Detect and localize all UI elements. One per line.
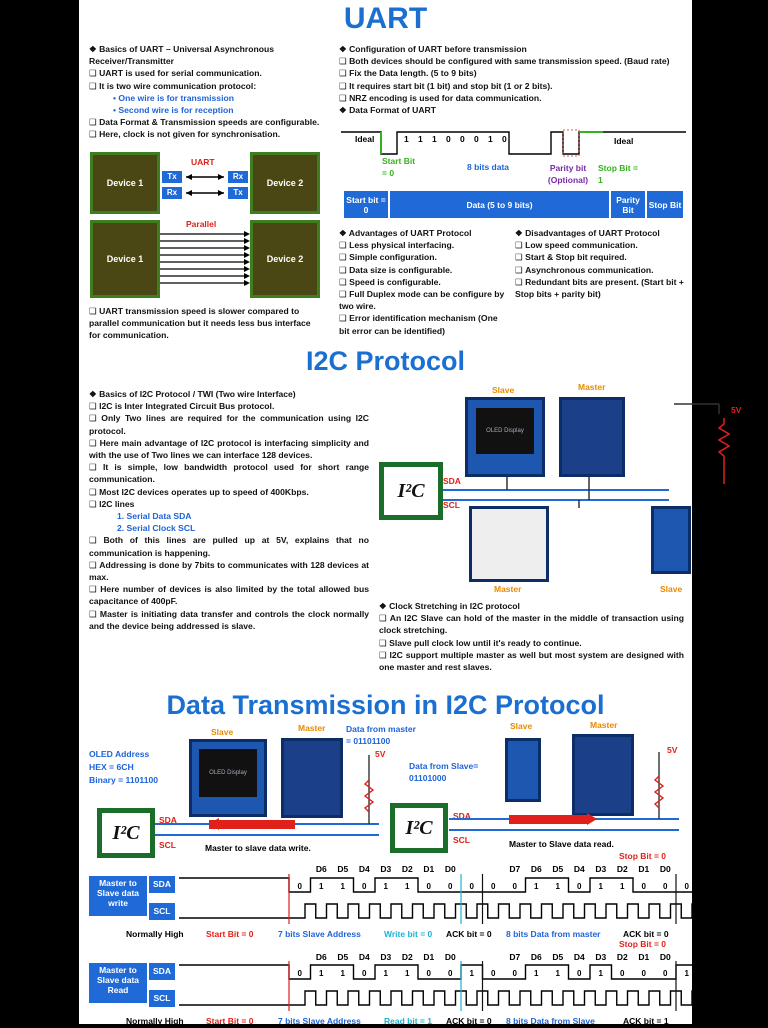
- uart-title: UART: [343, 2, 428, 35]
- i2c-point: ❑ Most I2C devices operates up to speed of 400Kbps.: [89, 486, 369, 498]
- addr-bit-header: D3: [380, 952, 392, 962]
- addr-bit-header: D1: [423, 952, 435, 962]
- frame-stop: Stop Bit: [647, 191, 683, 218]
- dt-title: Data Transmission in I2C Protocol: [166, 690, 605, 720]
- legend-data-slave: 8 bits Data from Slave: [506, 1016, 595, 1026]
- data-bit-header: D6: [530, 864, 542, 874]
- bit-value: 1: [405, 969, 410, 978]
- row1-label: Master to Slave data write: [89, 876, 147, 916]
- uart-config-4: ❑ NRZ encoding is used for data communication.: [339, 92, 689, 104]
- i2c-sda-label: SDA: [443, 476, 461, 486]
- row2-label: Master to Slave data Read: [89, 963, 147, 1003]
- data-bit-header: D5: [552, 864, 564, 874]
- i2c-title: I2C Protocol: [305, 346, 466, 376]
- uart-adv-item: ❑ Full Duplex mode can be configure by two wire.: [339, 288, 509, 312]
- uart-adv-item: ❑ Error identification mechanism (One bit error can be identified): [339, 312, 509, 336]
- bit-value: 0: [577, 882, 582, 891]
- addr-bit-header: D3: [380, 864, 392, 874]
- bit-value: 1: [684, 969, 689, 978]
- row1-scl: SCL: [149, 903, 175, 920]
- data-bit-header: D7: [509, 952, 521, 962]
- infographic-sheet: [79, 0, 742, 1026]
- frame-start: Start bit = 0: [344, 191, 390, 218]
- uart-adv-item: ❑ Simple configuration.: [339, 251, 509, 263]
- uart-bit: 0: [502, 134, 507, 144]
- i2c-scl-label: SCL: [443, 500, 460, 510]
- uart-basic-4: ❑ Here, clock is not given for synchronisation.: [89, 128, 339, 140]
- uart-bit: 1: [488, 134, 493, 144]
- oled-address-label: OLED Address: [89, 749, 150, 759]
- uart-basic-2: ❑ It is two wire communication protocol:: [89, 80, 339, 92]
- dt-write-label: Master to slave data write.: [205, 843, 311, 853]
- addr-bit-header: D6: [315, 864, 327, 874]
- uart-bit: 0: [460, 134, 465, 144]
- bit-value: 1: [534, 969, 539, 978]
- legend-normally-high: Normally High: [126, 929, 184, 939]
- uart-dis-item: ❑ Start & Stop bit required.: [515, 251, 690, 263]
- uart-start-label: Start Bit = 0: [382, 156, 416, 178]
- uart-stop-label: Stop Bit = 1: [598, 163, 638, 185]
- uart-rx-pin1: Rx: [162, 187, 182, 199]
- stop-label-1: Stop Bit = 0: [619, 851, 666, 861]
- bit-value: 0: [684, 882, 689, 891]
- bit-value: 1: [598, 882, 603, 891]
- uart-adv-item: ❑ Data size is configurable.: [339, 264, 509, 276]
- i2c-point: ❑ I2C is Inter Integrated Circuit Bus protocol.: [89, 400, 369, 412]
- data-bit-header: D0: [659, 864, 671, 874]
- bit-value: 0: [362, 882, 367, 891]
- data-bit-header: D2: [616, 864, 628, 874]
- bit-value: 0: [469, 882, 474, 891]
- row2-scl: SCL: [149, 990, 175, 1007]
- oled-binary: Binary = 1101100: [89, 775, 159, 785]
- uart-data-label: 8 bits data: [467, 162, 510, 172]
- legend-addr-2: 7 bits Slave Address: [278, 1016, 361, 1026]
- legend-data-master: 8 bits Data from master: [506, 929, 601, 939]
- bit-value: 1: [405, 882, 410, 891]
- addr-bit-header: D4: [358, 864, 370, 874]
- legend-start: Start Bit = 0: [206, 929, 254, 939]
- uart-diagram-label: UART: [191, 157, 215, 167]
- uart-dis-item: ❑ Redundant bits are present. (Start bit + Stop bits + parity bit): [515, 276, 690, 300]
- legend-read: Read bit = 1: [384, 1016, 432, 1026]
- clock-stretch-point: ❑ I2C support multiple master as well but most system are designed with one master and rest slaves.: [379, 649, 684, 673]
- data-bit-header: D4: [573, 864, 585, 874]
- addr-bit-header: D5: [337, 952, 349, 962]
- addr-bit-header: D0: [444, 952, 456, 962]
- data-bit-header: D3: [595, 864, 607, 874]
- uart-device1: Device 1: [90, 152, 160, 214]
- i2c-5v-label: 5V: [731, 405, 742, 415]
- clock-stretching-heading: ❖ Clock Stretching in I2C protocol: [379, 600, 684, 612]
- uart-basics-heading: ❖ Basics of UART – Universal Asynchronous Receiver/Transmitter: [89, 43, 339, 67]
- uart-ideal-right: Ideal: [614, 136, 634, 146]
- parallel-device2: Device 2: [250, 220, 320, 298]
- parallel-device1: Device 1: [90, 220, 160, 298]
- uart-basic-3: ❑ Data Format & Transmission speeds are configurable.: [89, 116, 339, 128]
- bit-value: 0: [426, 969, 431, 978]
- i2c-slave-label-2: Slave: [660, 584, 683, 594]
- i2c-master-label: Master: [578, 382, 606, 392]
- bit-value: 0: [641, 882, 646, 891]
- bit-value: 1: [620, 882, 625, 891]
- clock-stretch-point: ❑ Slave pull clock low until it's ready to continue.: [379, 637, 684, 649]
- data-bit-header: D6: [530, 952, 542, 962]
- i2c-point: ❑ Addressing is done by 7bits to communicates with 128 devices at max.: [89, 559, 369, 583]
- bit-value: 0: [297, 882, 302, 891]
- data-bit-header: D2: [616, 952, 628, 962]
- legend-write: Write bit = 0: [384, 929, 433, 939]
- data-bit-header: D1: [638, 952, 650, 962]
- legend-row-2: [79, 1016, 692, 1028]
- i2c-line-sda: 1. Serial Data SDA: [117, 511, 192, 522]
- row2-sda: SDA: [149, 963, 175, 980]
- bit-value: 0: [491, 969, 496, 978]
- i2c-point: ❑ Both of this lines are pulled up at 5V, explains that no communication is happening.: [89, 534, 369, 558]
- bit-value: 1: [598, 969, 603, 978]
- i2c-logo: I²C: [379, 462, 443, 520]
- uart-adv-heading: ❖ Advantages of UART Protocol: [339, 227, 509, 239]
- clock-stretch-point: ❑ An I2C Slave can hold of the master in the middle of transaction using clock stretching.: [379, 612, 684, 636]
- bit-value: 1: [319, 882, 324, 891]
- uart-basic-2a: • One wire is for transmission: [89, 92, 339, 104]
- dt-sda-2: SDA: [453, 811, 471, 821]
- dt-read-label: Master to Slave data read.: [509, 839, 614, 849]
- uart-adv-item: ❑ Speed is configurable.: [339, 276, 509, 288]
- uart-note: ❑ UART transmission speed is slower compared to parallel communication but it needs less bus interface for communication.: [89, 305, 324, 342]
- bit-value: 1: [469, 969, 474, 978]
- uart-config-heading: ❖ Configuration of UART before transmission: [339, 43, 689, 55]
- dt-scl-2: SCL: [453, 835, 470, 845]
- uart-device2: Device 2: [250, 152, 320, 214]
- uart-bit: 1: [404, 134, 409, 144]
- i2c-point: ❑ I2C lines: [89, 498, 369, 510]
- bit-value: 1: [319, 969, 324, 978]
- uart-dis-item: ❑ Low speed communication.: [515, 239, 690, 251]
- bit-value: 0: [426, 882, 431, 891]
- dt-data-from-master: Data from master = 01101100: [346, 724, 416, 746]
- addr-bit-header: D6: [315, 952, 327, 962]
- bit-value: 0: [620, 969, 625, 978]
- uart-dis-heading: ❖ Disadvantages of UART Protocol: [515, 227, 690, 239]
- addr-bit-header: D1: [423, 864, 435, 874]
- data-bit-header: D3: [595, 952, 607, 962]
- uart-bit: 0: [446, 134, 451, 144]
- uart-config-2: ❑ Fix the Data length. (5 to 9 bits): [339, 67, 689, 79]
- timing-diagram: [79, 0, 692, 1024]
- oled-hex: HEX = 6CH: [89, 762, 134, 772]
- addr-bit-header: D4: [358, 952, 370, 962]
- bit-value: 0: [663, 882, 668, 891]
- bit-value: 0: [448, 969, 453, 978]
- uart-config-3: ❑ It requires start bit (1 bit) and stop bit (1 or 2 bits).: [339, 80, 689, 92]
- dt-oled-screen: OLED Display: [199, 749, 257, 797]
- uart-config-1: ❑ Both devices should be configured with same transmission speed. (Baud rate): [339, 55, 689, 67]
- uart-basic-2b: • Second wire is for reception: [89, 104, 339, 116]
- bit-value: 0: [491, 882, 496, 891]
- dt-slave-label-1: Slave: [211, 727, 234, 737]
- dt-data-from-slave: Data from Slave= 01101000: [409, 761, 479, 783]
- uart-format-heading: ❖ Data Format of UART: [339, 104, 689, 116]
- row1-sda: SDA: [149, 876, 175, 893]
- bit-value: 1: [383, 882, 388, 891]
- data-bit-header: D0: [659, 952, 671, 962]
- i2c-line-scl: 2. Serial Clock SCL: [117, 523, 196, 534]
- bit-value: 1: [555, 969, 560, 978]
- dt-slave-label-2: Slave: [510, 721, 533, 731]
- dt-master-label-1: Master: [298, 723, 326, 733]
- legend-ack0b: ACK bit = 0: [623, 929, 669, 939]
- i2c-basics-heading: ❖ Basics of I2C Protocol / TWI (Two wire Interface): [89, 388, 369, 400]
- legend-addr: 7 bits Slave Address: [278, 929, 361, 939]
- i2c-point: ❑ Here number of devices is also limited by the total allowed bus capacitance of 400pF.: [89, 583, 369, 607]
- dt-5v-2: 5V: [667, 745, 678, 755]
- legend-normally-high-2: Normally High: [126, 1016, 184, 1026]
- bit-value: 0: [663, 969, 668, 978]
- i2c-slave-label: Slave: [492, 385, 515, 395]
- dt-i2c-logo-2: I²C: [390, 803, 448, 853]
- parallel-label: Parallel: [186, 219, 217, 229]
- bit-value: 0: [297, 969, 302, 978]
- uart-dis-item: ❑ Asynchronous communication.: [515, 264, 690, 276]
- data-bit-header: D1: [638, 864, 650, 874]
- bit-value: 1: [383, 969, 388, 978]
- legend-ack0: ACK bit = 0: [446, 929, 492, 939]
- dt-master-label-2: Master: [590, 720, 618, 730]
- stop-label-2: Stop Bit = 0: [619, 939, 666, 949]
- addr-bit-header: D2: [401, 952, 413, 962]
- uart-basic-1: ❑ UART is used for serial communication.: [89, 67, 339, 79]
- uart-bit: 1: [418, 134, 423, 144]
- dt-scl-1: SCL: [159, 840, 176, 850]
- bit-value: 0: [448, 882, 453, 891]
- uart-tx-pin1: Tx: [162, 171, 182, 183]
- bit-value: 0: [641, 969, 646, 978]
- legend-ack1: ACK bit = 1: [623, 1016, 669, 1026]
- uart-rx-pin2: Rx: [228, 171, 248, 183]
- bit-value: 0: [362, 969, 367, 978]
- data-bit-header: D5: [552, 952, 564, 962]
- bit-value: 1: [555, 882, 560, 891]
- i2c-point: ❑ Here main advantage of I2C protocol is interfacing simplicity and with the use of Two lines we can interface 128 devices.: [89, 437, 369, 461]
- uart-bit: 0: [474, 134, 479, 144]
- uart-tx-pin2: Tx: [228, 187, 248, 199]
- dt-i2c-logo-1: I²C: [97, 808, 155, 858]
- bit-value: 0: [512, 882, 517, 891]
- bit-value: 1: [340, 969, 345, 978]
- addr-bit-header: D2: [401, 864, 413, 874]
- bit-value: 1: [340, 882, 345, 891]
- data-bit-header: D7: [509, 864, 521, 874]
- bit-value: 0: [512, 969, 517, 978]
- frame-data: Data (5 to 9 bits): [390, 191, 611, 218]
- bit-value: 1: [534, 882, 539, 891]
- dt-sda-1: SDA: [159, 815, 177, 825]
- i2c-point: ❑ Only Two lines are required for the communication using I2C protocol.: [89, 412, 369, 436]
- uart-parity-label: Parity bit (Optional): [547, 163, 589, 185]
- bit-value: 0: [577, 969, 582, 978]
- oled-screen: OLED Display: [476, 408, 534, 454]
- addr-bit-header: D5: [337, 864, 349, 874]
- uart-adv-item: ❑ Less physical interfacing.: [339, 239, 509, 251]
- legend-start-2: Start Bit = 0: [206, 1016, 254, 1026]
- addr-bit-header: D0: [444, 864, 456, 874]
- uart-bit: 1: [432, 134, 437, 144]
- i2c-point: ❑ It is simple, low bandwidth protocol used for short range communication.: [89, 461, 369, 485]
- legend-row-1: [79, 929, 692, 941]
- dt-5v-1: 5V: [375, 749, 386, 759]
- uart-ideal-left: Ideal: [355, 134, 375, 144]
- data-bit-header: D4: [573, 952, 585, 962]
- i2c-point: ❑ Master is initiating data transfer and controls the clock normally and the device being addressed is slave.: [89, 608, 369, 632]
- frame-parity: Parity Bit: [611, 191, 647, 218]
- i2c-master-label-2: Master: [494, 584, 522, 594]
- legend-ack0-2: ACK bit = 0: [446, 1016, 492, 1026]
